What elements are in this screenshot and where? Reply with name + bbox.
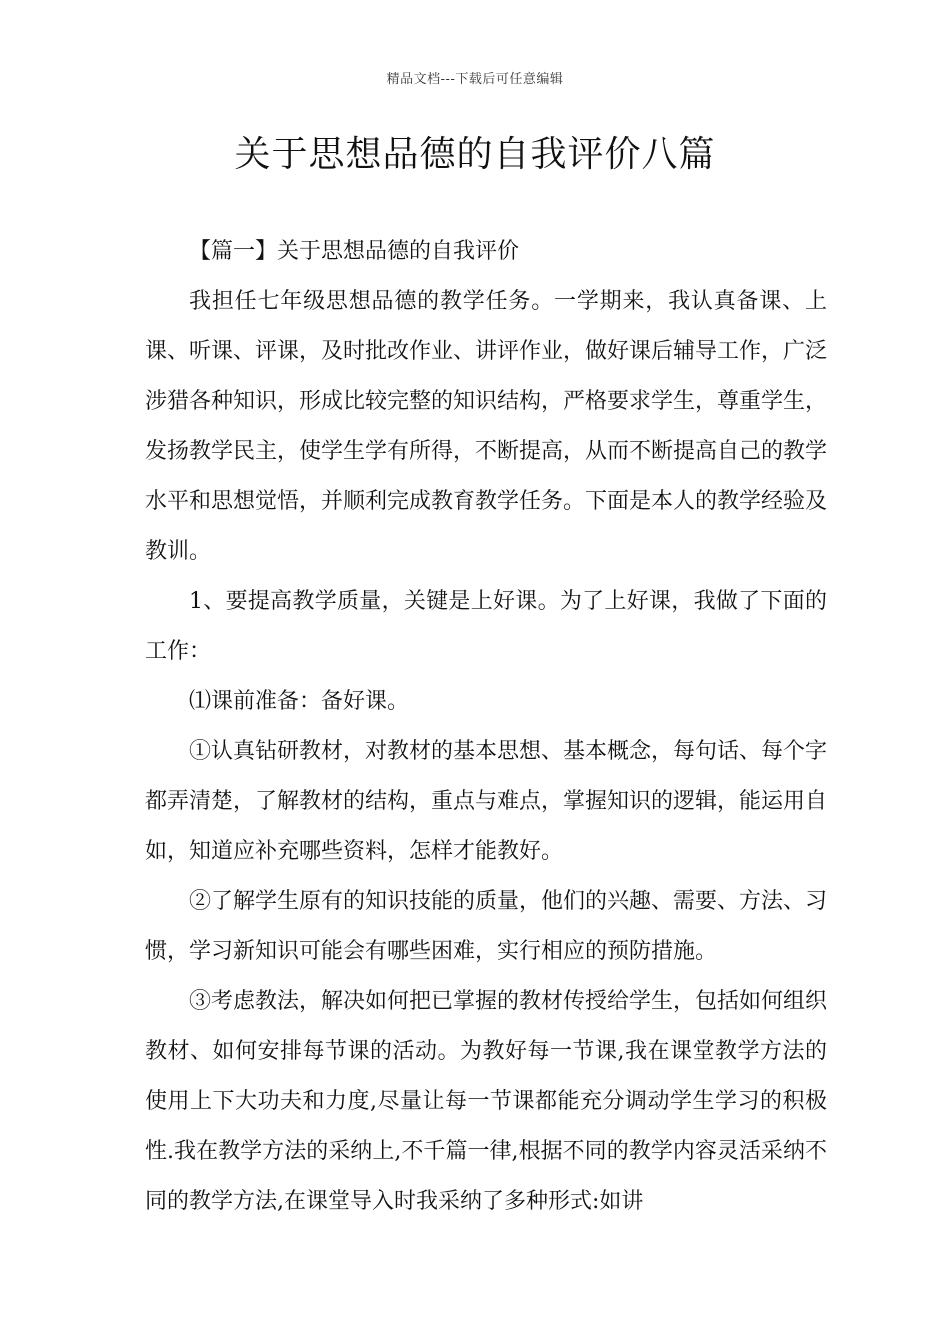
paragraph-item-3: ③考虑教法，解决如何把已掌握的教材传授给学生，包括如何组织教材、如何安排每节课的活动。为教好每一节课,我在课堂教学方法的使用上下大功夫和力度,尽量让每一节课都能充分调动学生学习的积极性.我在教学方法的采纳上,不千篇一律,根据不同的教学内容灵活采纳不同的教学方法,在课堂导入时我采纳了多种形式:如讲 <box>145 989 828 1214</box>
paragraph-subpoint-1: ⑴课前准备：备好课。 <box>189 689 410 714</box>
header-note: 精品文档---下载后可任意编辑 <box>386 72 564 87</box>
paragraph-point-1: 1、要提高教学质量，关键是上好课。为了上好课，我做了下面的工作： <box>145 589 827 664</box>
document-body <box>145 227 827 1227</box>
paragraph-item-1: ①认真钻研教材，对教材的基本思想、基本概念，每句话、每个字都弄清楚，了解教材的结构，重点与难点，掌握知识的逻辑，能运用自如，知道应补充哪些资料，怎样才能教好。 <box>145 739 828 864</box>
paragraph-item-2: ②了解学生原有的知识技能的质量，他们的兴趣、需要、方法、习惯，学习新知识可能会有哪些困难，实行相应的预防措施。 <box>145 889 828 964</box>
section-heading: 【篇一】关于思想品德的自我评价 <box>189 239 520 264</box>
document-title: 关于思想品德的自我评价八篇 <box>234 134 716 175</box>
paragraph-intro: 我担任七年级思想品德的教学任务。一学期来，我认真备课、上课、听课、评课，及时批改作业、讲评作业，做好课后辅导工作，广泛涉猎各种知识，形成比较完整的知识结构，严格要求学生，尊重学生，发扬教学民主，使学生学有所得，不断提高，从而不断提高自己的教学水平和思想觉悟，并顺利完成教育教学任务。下面是本人的教学经验及教训。 <box>145 289 828 564</box>
